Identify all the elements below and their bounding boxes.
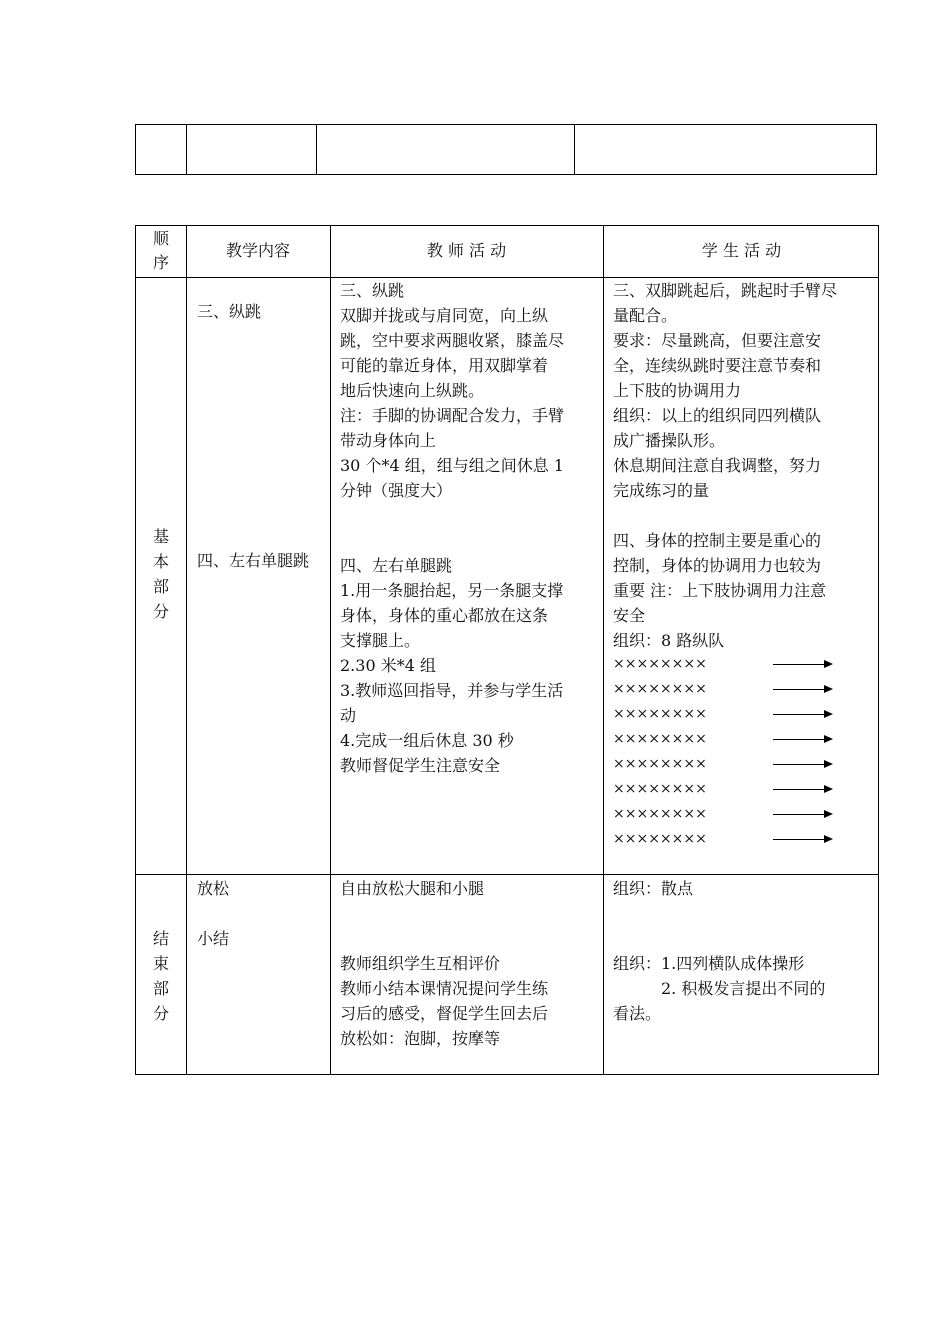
formation-players: ××××××××	[613, 756, 707, 772]
content-item-jump: 三、纵跳	[197, 302, 262, 321]
student-text-line: 要求：尽量跳高，但要注意安	[613, 331, 822, 350]
teacher-text-line: 1.用一条腿抬起，另一条腿支撑	[340, 581, 564, 600]
student-text-line: 组织：散点	[613, 879, 694, 898]
teacher-text-line: 自由放松大腿和小腿	[340, 879, 485, 898]
teacher-text-line: 地后快速向上纵跳。	[340, 381, 485, 400]
student-text-line: 看法。	[613, 1004, 662, 1023]
formation-players: ××××××××	[613, 831, 707, 847]
student-text-line	[613, 503, 877, 528]
top-table-divider	[574, 125, 575, 174]
student-text-line: 重要 注：上下肢协调用力注意	[613, 581, 827, 600]
teacher-text-line	[340, 926, 602, 951]
teacher-text-line: 带动身体向上	[340, 431, 437, 450]
content-item-single-leg: 四、左右单腿跳	[197, 551, 310, 570]
header-order	[136, 227, 186, 275]
top-table-divider	[186, 125, 187, 174]
student-text-line	[613, 901, 877, 926]
arrow-right-icon	[773, 839, 831, 840]
student-text-line: 三、双脚跳起后，跳起时手臂尽	[613, 281, 838, 300]
student-text-line: 四、身体的控制主要是重心的	[613, 531, 822, 550]
student-text-line: 组织：8 路纵队	[613, 631, 725, 650]
student-text-line: 量配合。	[613, 306, 678, 325]
header-student: 学 生 活 动	[701, 241, 782, 260]
arrow-right-icon	[773, 664, 831, 665]
student-text-line: 完成练习的量	[613, 481, 710, 500]
student-text-line	[613, 926, 877, 951]
arrow-right-icon	[773, 764, 831, 765]
teacher-text-line: 四、左右单腿跳	[340, 556, 453, 575]
teacher-text-line: 教师组织学生互相评价	[340, 954, 501, 973]
formation-row	[613, 727, 877, 752]
student-text-line: 成广播操队形。	[613, 431, 726, 450]
content-item-summary: 小结	[197, 929, 230, 948]
student-text-line: 全，连续纵跳时要注意节奏和	[613, 356, 822, 375]
teacher-text-line: 双脚并拢或与肩同宽，向上纵	[340, 306, 549, 325]
formation-players: ××××××××	[613, 656, 707, 672]
header-order-text: 顺 序	[152, 229, 169, 272]
teacher-text-line: 教师小结本课情况提问学生练	[340, 979, 549, 998]
section-ending: 结 束 部 分	[152, 929, 169, 1023]
column-divider	[603, 226, 604, 1074]
content-item-relax: 放松	[197, 879, 230, 898]
top-table-divider	[316, 125, 317, 174]
teacher-text-line: 注：手脚的协调配合发力，手臂	[340, 406, 565, 425]
student-text-line: 控制，身体的协调用力也较为	[613, 556, 822, 575]
arrow-right-icon	[773, 689, 831, 690]
teacher-text-line: 教师督促学生注意安全	[340, 756, 501, 775]
teacher-text-line: 3.教师巡回指导，并参与学生活	[340, 681, 564, 700]
formation-players: ××××××××	[613, 806, 707, 822]
header-teacher: 教 师 活 动	[426, 241, 507, 260]
formation-players: ××××××××	[613, 731, 707, 747]
teacher-text-line: 支撑腿上。	[340, 631, 421, 650]
teacher-text-line: 动	[340, 706, 357, 725]
teacher-activity-basic	[340, 278, 602, 778]
column-divider	[330, 226, 331, 1074]
arrow-right-icon	[773, 714, 831, 715]
teacher-text-line: 30 个*4 组，组与组之间休息 1	[340, 456, 564, 475]
teacher-text-line	[340, 901, 602, 926]
student-text-line: 组织：1.四列横队成体操形	[613, 954, 805, 973]
formation-row	[613, 702, 877, 727]
formation-row	[613, 827, 877, 852]
formation-row	[613, 652, 877, 677]
formation-players: ××××××××	[613, 681, 707, 697]
teacher-text-line: 身体，身体的重心都放在这条	[340, 606, 549, 625]
teacher-text-line: 4.完成一组后休息 30 秒	[340, 731, 514, 750]
formation-row	[613, 752, 877, 777]
top-empty-table	[135, 124, 877, 175]
student-text-line: 休息期间注意自我调整，努力	[613, 456, 822, 475]
student-text-line: 2. 积极发言提出不同的	[613, 979, 826, 998]
header-content: 教学内容	[225, 241, 290, 260]
teacher-text-line	[340, 503, 602, 528]
formation-players: ××××××××	[613, 781, 707, 797]
formation-row	[613, 777, 877, 802]
lesson-plan-table	[135, 225, 879, 1075]
arrow-right-icon	[773, 789, 831, 790]
teacher-activity-ending	[340, 876, 602, 1051]
section-basic: 基 本 部 分	[152, 527, 169, 621]
arrow-right-icon	[773, 814, 831, 815]
teacher-text-line: 分钟（强度大）	[340, 481, 453, 500]
row-divider	[136, 874, 878, 875]
student-text-line: 上下肢的协调用力	[613, 381, 742, 400]
teacher-text-line: 放松如：泡脚，按摩等	[340, 1029, 501, 1048]
teacher-text-line: 可能的靠近身体，用双脚掌着	[340, 356, 549, 375]
column-divider	[186, 226, 187, 1074]
student-text-line: 安全	[613, 606, 646, 625]
arrow-right-icon	[773, 739, 831, 740]
formation-row	[613, 677, 877, 702]
formation-row	[613, 802, 877, 827]
student-activity-basic	[613, 278, 877, 653]
teacher-text-line: 2.30 米*4 组	[340, 656, 436, 675]
formation-players: ××××××××	[613, 706, 707, 722]
student-text-line: 组织：以上的组织同四列横队	[613, 406, 822, 425]
student-activity-ending	[613, 876, 877, 1026]
teacher-text-line: 三、纵跳	[340, 281, 405, 300]
teacher-text-line: 习后的感受，督促学生回去后	[340, 1004, 549, 1023]
teacher-text-line: 跳，空中要求两腿收紧，膝盖尽	[340, 331, 565, 350]
teacher-text-line	[340, 528, 602, 553]
